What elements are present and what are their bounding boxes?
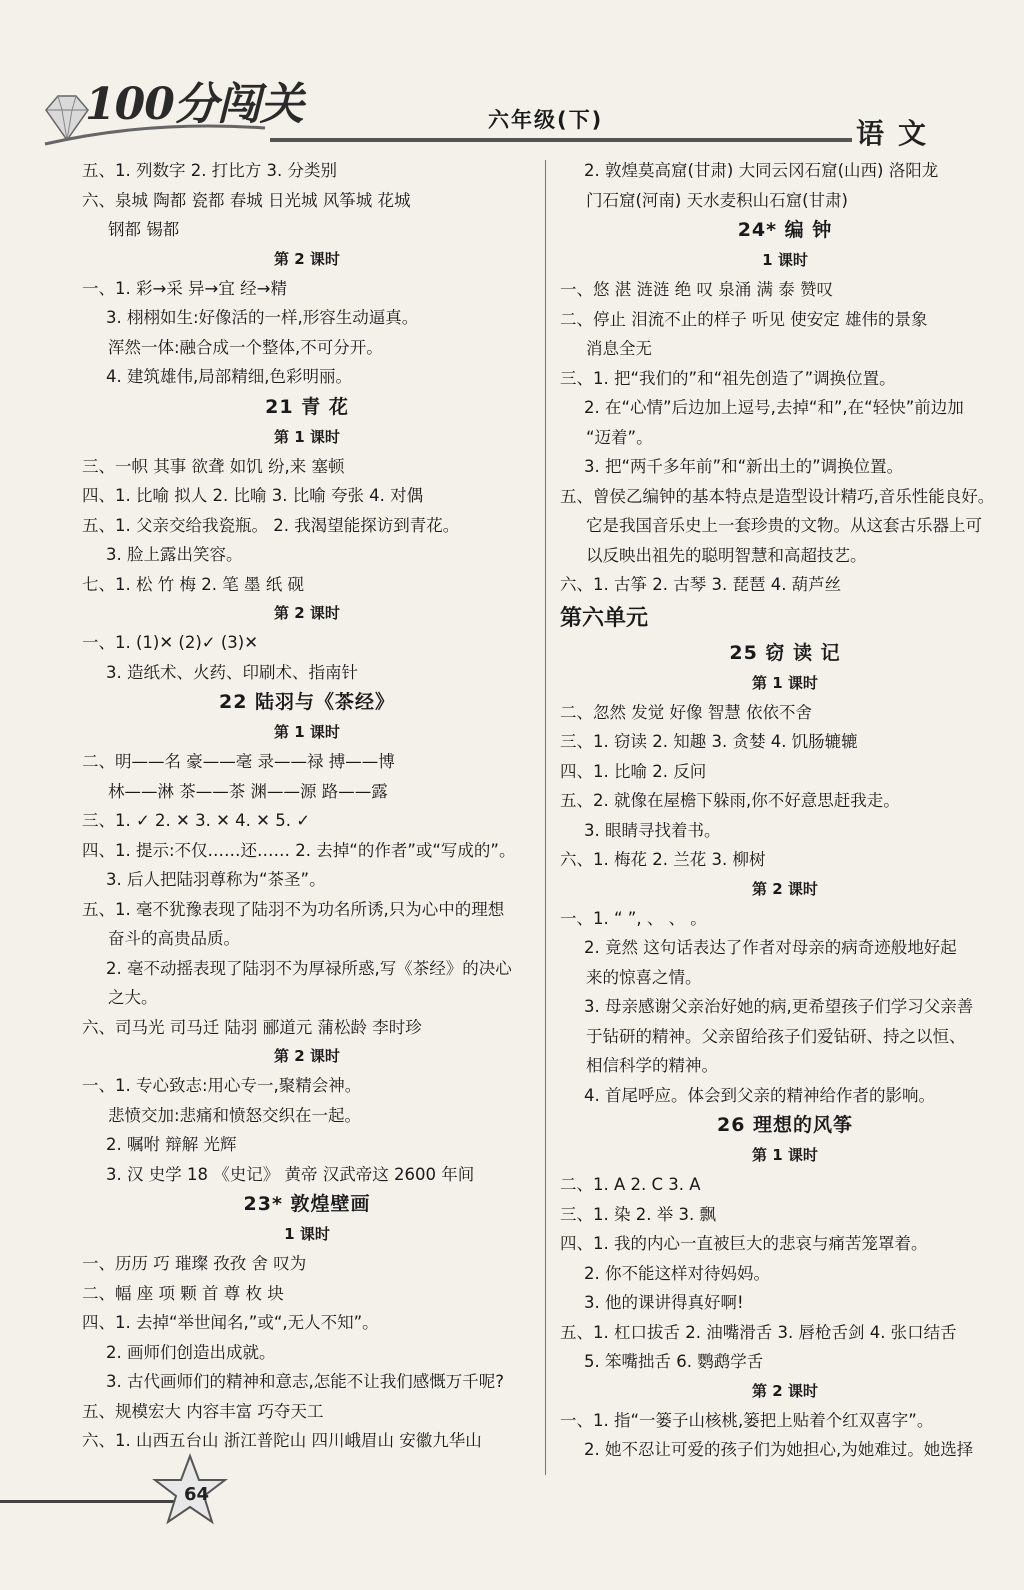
answer-line: 2. 敦煌莫高窟(甘肃) 大同云冈石窟(山西) 洛阳龙 [584,161,939,180]
session-heading: 第 1 课时 [752,673,818,692]
answer-line: 一、历历 巧 璀璨 孜孜 舍 叹为 [82,1254,307,1273]
lesson-title: 22 陆羽与《茶经》 [218,691,396,713]
answer-line: 一、1. (1)✕ (2)✓ (3)✕ [82,633,259,652]
answer-line: 一、1. “ ”, 、 、 。 [560,908,707,928]
header-rule [270,138,852,142]
answer-line: 四、1. 比喻 2. 反问 [560,761,707,781]
answer-line: 3. 栩栩如生:好像活的一样,形容生动逼真。 [106,308,419,327]
answer-line: 三、一帜 其事 欲聋 如饥 纷,来 塞顿 [82,456,345,476]
answer-line: 3. 脸上露出笑容。 [106,545,243,564]
answer-line: “迈着”。 [586,427,653,447]
session-heading: 1 课时 [284,1225,330,1243]
answer-line: 四、1. 我的内心一直被巨大的悲哀与痛苦笼罩着。 [560,1234,928,1253]
answer-line: 悲愤交加:悲痛和愤怒交织在一起。 [108,1105,362,1125]
answer-line: 四、1. 比喻 拟人 2. 比喻 3. 比喻 夸张 4. 对偶 [82,486,424,505]
answer-line: 3. 他的课讲得真好啊! [584,1293,744,1312]
answer-line: 一、1. 指“一篓子山核桃,篓把上贴着个红双喜字”。 [560,1410,934,1430]
lesson-title: 21 青 花 [265,395,349,418]
answer-line: 五、1. 杠口拔舌 2. 油嘴滑舌 3. 唇枪舌剑 4. 张口结舌 [560,1322,957,1342]
page-header [0,0,1024,160]
answer-line: 四、1. 提示:不仅……还…… 2. 去掉“的作者”或“写成的”。 [82,840,516,860]
grade-label: 六年级(下) [488,108,604,132]
session-heading: 第 1 课时 [752,1146,818,1164]
answer-line: 3. 后人把陆羽尊称为“茶圣”。 [106,870,326,889]
answer-line: 六、1. 梅花 2. 兰花 3. 柳树 [560,850,766,869]
answer-line: 浑然一体:融合成一个整体,不可分开。 [108,337,383,357]
answer-line: 5. 笨嘴拙舌 6. 鹦鹉学舌 [584,1352,764,1371]
answer-line: 三、1. 把“我们的”和“祖先创造了”调换位置。 [560,368,896,388]
subject-char: 文 [897,117,938,150]
session-heading: 第 2 课时 [274,249,340,268]
answer-line: 五、1. 毫不犹豫表现了陆羽不为功名所诱,只为心中的理想 [82,899,505,919]
column-divider [545,160,546,1475]
lesson-title: 26 理想的风筝 [716,1114,854,1136]
answer-line: 3. 造纸术、火药、印刷术、指南针 [106,662,358,682]
answer-line: 六、泉城 陶都 瓷都 春城 日光城 风筝城 花城 [82,190,411,210]
answer-line: 二、忽然 发觉 好像 智慧 依依不舍 [560,702,812,722]
answer-line: 四、1. 去掉“举世闻名,”或“,无人不知”。 [82,1313,379,1332]
answer-line: 2. 在“心情”后边加上逗号,去掉“和”,在“轻快”前边加 [584,398,964,417]
answer-line: 一、悠 湛 涟涟 绝 叹 泉涌 满 泰 赞叹 [560,280,833,299]
session-heading: 第 1 课时 [274,723,340,741]
subject-char: 语 [855,117,896,150]
answer-line: 二、停止 泪流不止的样子 听见 使安定 雄伟的景象 [560,309,928,329]
answer-line: 2. 竟然 这句话表达了作者对母亲的病奇迹般地好起 [584,938,957,957]
page-number: 64 [184,1484,210,1505]
right-column [560,156,1010,1465]
session-heading: 第 2 课时 [274,1047,340,1065]
answer-line: 五、曾侯乙编钟的基本特点是造型设计精巧,音乐性能良好。 [560,486,995,506]
answer-line: 林——淋 茶——茶 渊——源 路——露 [108,781,388,801]
answer-line: 以反映出祖先的聪明智慧和高超技艺。 [586,545,867,565]
answer-line: 奋斗的高贵品质。 [108,929,240,948]
answer-line: 2. 你不能这样对待妈妈。 [584,1263,770,1283]
answer-line: 4. 建筑雄伟,局部精细,色彩明丽。 [106,367,352,386]
answer-line: 2. 嘱咐 辩解 光辉 [106,1135,237,1154]
answer-line: 五、规模宏大 内容丰富 巧夺天工 [82,1401,324,1421]
answer-line: 六、1. 山西五台山 浙江普陀山 四川峨眉山 安徽九华山 [82,1431,482,1450]
answer-line: 2. 毫不动摇表现了陆羽不为厚禄所惑,写《茶经》的决心 [106,958,512,978]
answer-line: 来的惊喜之情。 [586,967,702,987]
answer-line: 三、1. 窃读 2. 知趣 3. 贪婪 4. 饥肠辘辘 [560,732,858,751]
answer-line: 三、1. 染 2. 举 3. 飘 [560,1204,716,1224]
answer-line: 一、1. 彩→采 异→宜 经→精 [82,278,287,298]
answer-line: 七、1. 松 竹 梅 2. 笔 墨 纸 砚 [82,574,304,594]
lesson-title: 24* 编 钟 [737,219,833,241]
brand-logo: 100分闯关 [85,79,303,130]
session-heading: 第 2 课时 [752,879,818,898]
subject-badge [855,112,951,154]
answer-line: 相信科学的精神。 [586,1056,718,1075]
answer-line: 五、1. 列数字 2. 打比方 3. 分类别 [82,161,337,180]
answer-line: 于钻研的精神。父亲留给孩子们爱钻研、持之以恒、 [586,1026,966,1046]
answer-line: 二、1. A 2. C 3. A [560,1175,701,1194]
lesson-title: 25 窃 读 记 [729,641,841,664]
answer-line: 三、1. ✓ 2. ✕ 3. ✕ 4. ✕ 5. ✓ [82,811,311,830]
session-heading: 第 1 课时 [274,427,340,446]
answer-line: 之大。 [108,988,158,1007]
answer-line: 3. 母亲感谢父亲治好她的病,更希望孩子们学习父亲善 [584,997,974,1016]
session-heading: 第 2 课时 [752,1381,818,1400]
answer-line: 二、幅 座 项 颗 首 尊 枚 块 [82,1283,284,1303]
answer-line: 门石窟(河南) 天水麦积山石窟(甘肃) [586,190,848,210]
answer-line: 一、1. 专心致志:用心专一,聚精会神。 [82,1076,362,1095]
answer-line: 4. 首尾呼应。体会到父亲的精神给作者的影响。 [584,1085,935,1105]
answer-line: 3. 汉 史学 18 《史记》 黄帝 汉武帝这 2600 年间 [106,1164,475,1184]
answer-line: 3. 把“两千多年前”和“新出土的”调换位置。 [584,457,904,476]
answer-line: 五、2. 就像在屋檐下躲雨,你不好意思赶我走。 [560,791,900,810]
session-heading: 1 课时 [762,251,808,269]
answer-line: 3. 古代画师们的精神和意志,怎能不让我们感慨万千呢? [106,1372,504,1391]
answer-line: 五、1. 父亲交给我瓷瓶。 2. 我渴望能探访到青花。 [82,515,460,535]
answer-line: 它是我国音乐史上一套珍贵的文物。从这套古乐器上可 [586,516,982,535]
answer-line: 六、司马光 司马迁 陆羽 郦道元 蒲松龄 李时珍 [82,1017,422,1037]
answer-line: 2. 她不忍让可爱的孩子们为她担心,为她难过。她选择 [584,1440,974,1459]
unit-title: 第六单元 [560,605,649,631]
answer-line: 二、明——名 豪——毫 录——禄 搏——博 [82,752,395,771]
lesson-title: 23* 敦煌壁画 [243,1193,371,1215]
answer-line: 六、1. 古筝 2. 古琴 3. 琵琶 4. 葫芦丝 [560,575,842,594]
answer-line: 3. 眼睛寻找着书。 [584,820,721,840]
answer-line: 钢都 锡都 [108,220,180,239]
answer-line: 2. 画师们创造出成就。 [106,1342,276,1362]
session-heading: 第 2 课时 [274,604,340,622]
left-column [82,156,532,1456]
answer-line: 消息全无 [586,339,652,358]
